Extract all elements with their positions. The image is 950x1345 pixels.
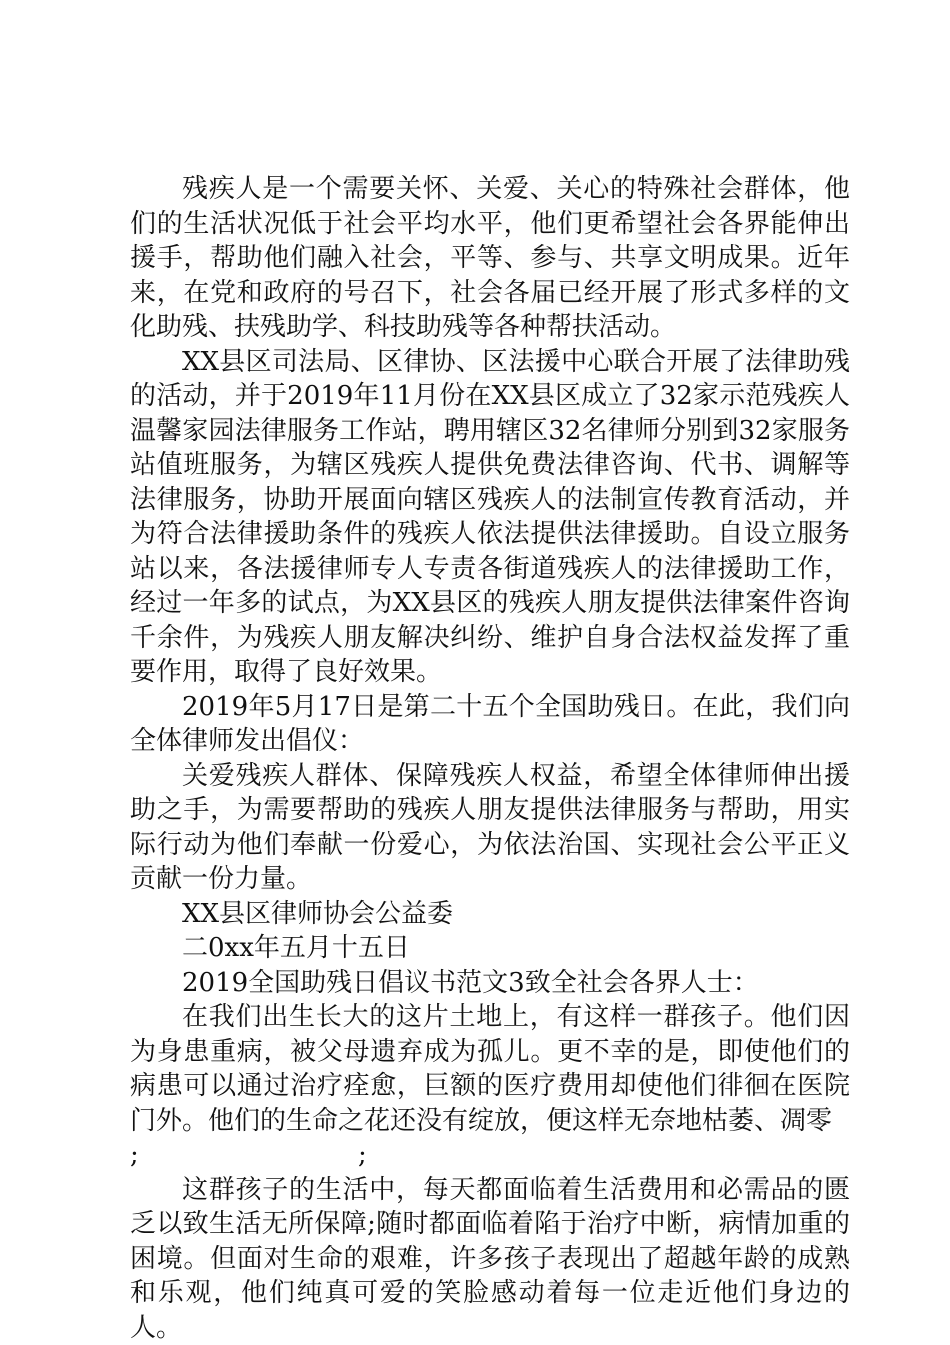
document-body	[130, 172, 850, 1345]
semicolon-line	[130, 1138, 850, 1173]
semicolon-left: ;	[130, 1138, 139, 1173]
signature-organization: XX县区律师协会公益委	[130, 897, 850, 932]
semicolon-right: ;	[358, 1138, 367, 1173]
paragraph-children: 在我们出生长大的这片土地上，有这样一群孩子。他们因为身患重病，被父母遗弃成为孤儿。更不幸的是，即使他们的病患可以通过治疗痊愈，巨额的医疗费用却使他们徘徊在医院门外。他们的生命之花还没有绽放，便这样无奈地枯萎、凋零	[130, 1000, 850, 1138]
paragraph-intro: 残疾人是一个需要关怀、关爱、关心的特殊社会群体，他们的生活状况低于社会平均水平，他们更希望社会各界能伸出援手，帮助他们融入社会，平等、参与、共享文明成果。近年来，在党和政府的号召下，社会各届已经开展了形式多样的文化助残、扶残助学、科技助残等各种帮扶活动。	[130, 172, 850, 345]
signature-date: 二0xx年五月十五日	[130, 931, 850, 966]
section-heading: 2019全国助残日倡议书范文3致全社会各界人士：	[130, 966, 850, 1001]
paragraph-appeal: 关爱残疾人群体、保障残疾人权益，希望全体律师伸出援助之手，为需要帮助的残疾人朋友提供法律服务与帮助，用实际行动为他们奉献一份爱心，为依法治国、实现社会公平正义贡献一份力量。	[130, 759, 850, 897]
paragraph-disability-day: 2019年5月17日是第二十五个全国助残日。在此，我们向全体律师发出倡仪：	[130, 690, 850, 759]
paragraph-children-life: 这群孩子的生活中，每天都面临着生活费用和必需品的匮乏以致生活无所保障;随时都面临着陷于治疗中断，病情加重的困境。但面对生命的艰难，许多孩子表现出了超越年龄的成熟和乐观，他们纯真可爱的笑脸感动着每一位走近他们身边的人。	[130, 1173, 850, 1345]
paragraph-legal-aid: XX县区司法局、区律协、区法援中心联合开展了法律助残的活动，并于2019年11月份在XX县区成立了32家示范残疾人温馨家园法律服务工作站，聘用辖区32名律师分别到32家服务站值班服务，为辖区残疾人提供免费法律咨询、代书、调解等法律服务，协助开展面向辖区残疾人的法制宣传教育活动，并为符合法律援助条件的残疾人依法提供法律援助。自设立服务站以来，各法援律师专人专责各街道残疾人的法律援助工作，经过一年多的试点，为XX县区的残疾人朋友提供法律案件咨询千余件，为残疾人朋友解决纠纷、维护自身合法权益发挥了重要作用，取得了良好效果。	[130, 345, 850, 690]
